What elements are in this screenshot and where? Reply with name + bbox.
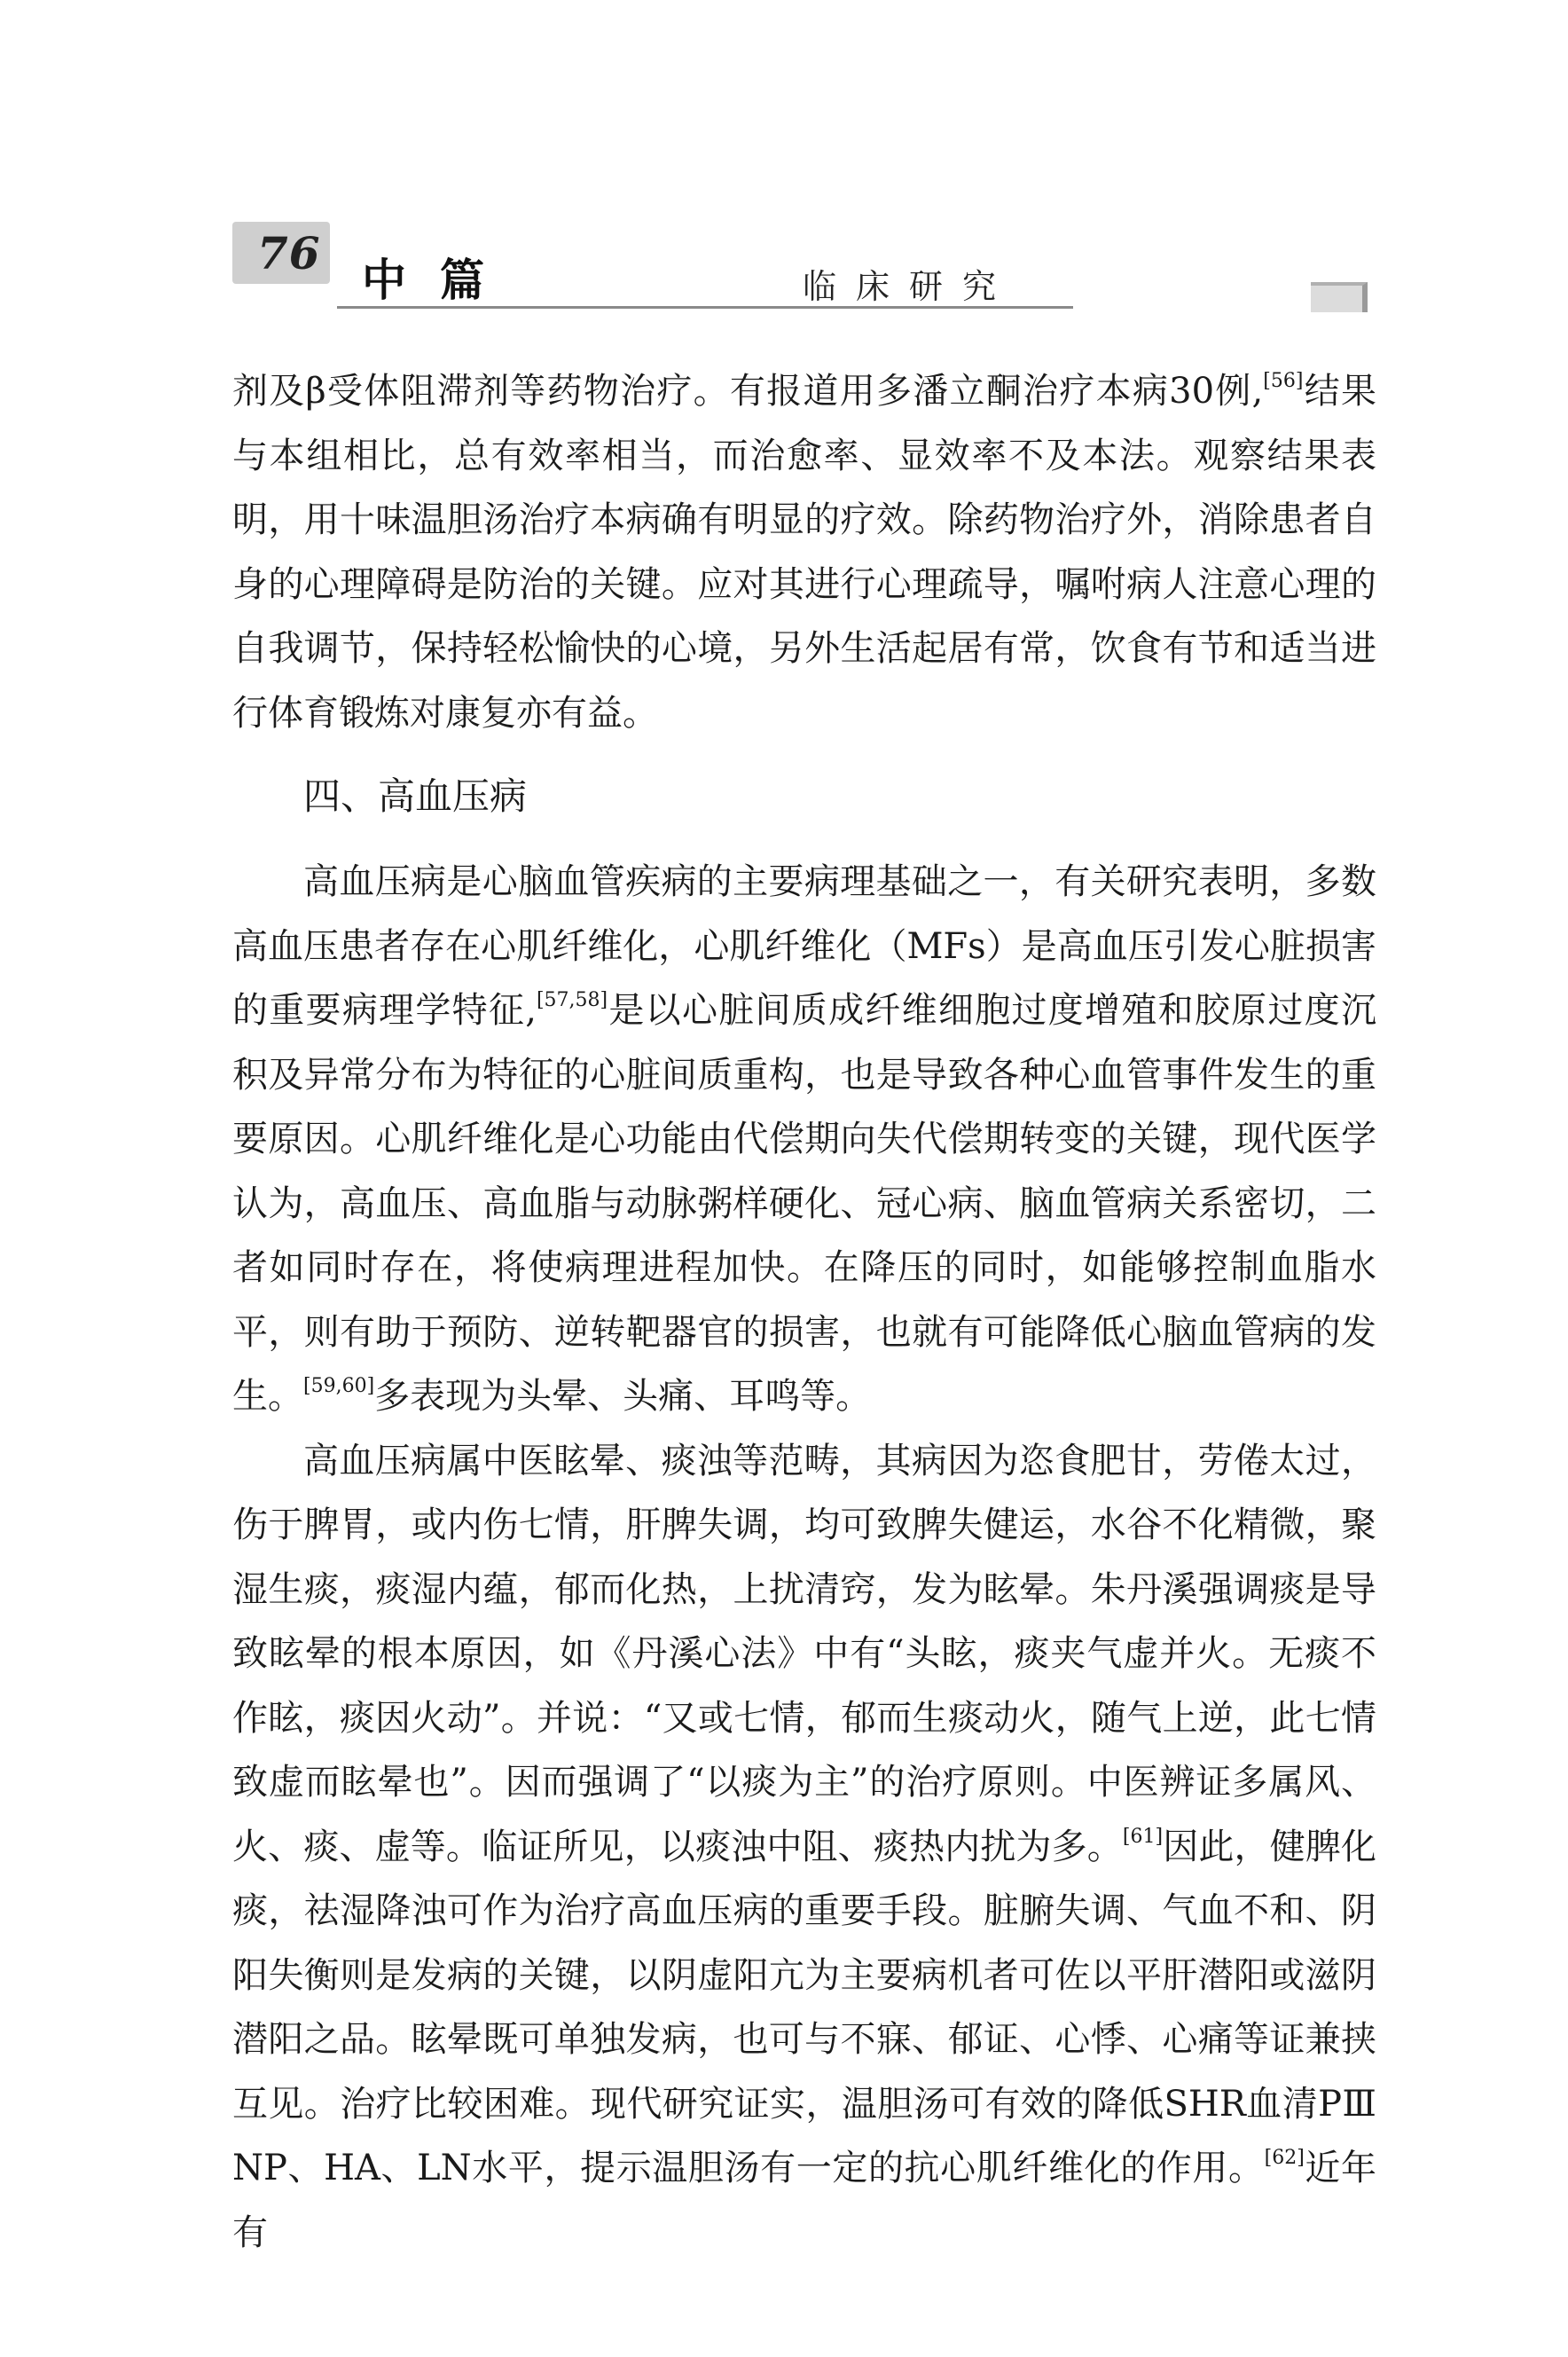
corner-mark <box>1311 282 1368 312</box>
section-heading-hypertension: 四、高血压病 <box>303 774 528 818</box>
part-label: 临床研究 <box>803 267 1016 306</box>
paragraph-tcm-view: 高血压病属中医眩晕、痰浊等范畴，其病因为恣食肥甘，劳倦太过，伤于脾胃，或内伤七情，肝脾失调，均可致脾失健运，水谷不化精微，聚湿生痰，痰湿内蕴，郁而化热，上扰清窍，发为眩晕。朱丹溪强调痰是导致眩晕的根本原因，如《丹溪心法》中有“头眩，痰夹气虚并火。无痰不作眩，痰因火动”。并说：“又或七情，郁而生痰动火，随气上逆，此七情致虚而眩晕也”。因而强调了“以痰为主”的治疗原则。中医辨证多属风、火、痰、虚等。临证所见，以痰浊中阻、痰热内扰为多。[61]因此，健脾化痰，祛湿降浊可作为治疗高血压病的重要手段。脏腑失调、气血不和、阴阳失衡则是发病的关键，以阴虚阳亢为主要病机者可佐以平肝潜阳或滋阴潜阳之品。眩晕既可单独发病，也可与不寐、郁证、心悸、心痛等证兼挟互见。治疗比较困难。现代研究证实，温胆汤可有效的降低SHR血清PⅢNP、HA、LN水平，提示温胆汤有一定的抗心肌纤维化的作用。[62]近年有 <box>232 1440 1377 2253</box>
citation-56: [56] <box>1263 370 1304 392</box>
citation-59-60: [59,60] <box>303 1375 375 1397</box>
header-rule <box>337 306 1073 309</box>
section-label: 中篇 <box>362 255 518 306</box>
page-number: 76 <box>257 227 321 279</box>
citation-62: [62] <box>1264 2147 1305 2169</box>
citation-57-58: [57,58] <box>536 989 608 1011</box>
citation-61: [61] <box>1122 1825 1164 1848</box>
paragraph-treatment-continuation: 剂及β受体阻滞剂等药物治疗。有报道用多潘立酮治疗本病30例,[56]结果与本组相比，总有效率相当，而治愈率、显效率不及本法。观察结果表明，用十味温胆汤治疗本病确有明显的疗效。除药物治疗外，消除患者自身的心理障碍是防治的关键。应对其进行心理疏导，嘱咐病人注意心理的自我调节，保持轻松愉快的心境，另外生活起居有常，饮食有节和适当进行体育锻炼对康复亦有益。 <box>232 370 1376 734</box>
paragraph-hypertension-pathology: 高血压病是心脑血管疾病的主要病理基础之一，有关研究表明，多数高血压患者存在心肌纤维化，心肌纤维化（MFs）是高血压引发心脏损害的重要病理学特征,[57,58]是以心脏间质成纤维细胞过度增殖和胶原过度沉积及异常分布为特征的心脏间质重构，也是导致各种心血管事件发生的重要原因。心肌纤维化是心功能由代偿期向失代偿期转变的关键，现代医学认为，高血压、高血脂与动脉粥样硬化、冠心病、脑血管病关系密切，二者如同时存在，将使病理进程加快。在降压的同时，如能够控制血脂水平，则有助于预防、逆转靶器官的损害，也就有可能降低心脑血管病的发生。[59,60]多表现为头晕、头痛、耳鸣等。 <box>232 861 1377 1417</box>
page-body <box>232 359 1376 2265</box>
